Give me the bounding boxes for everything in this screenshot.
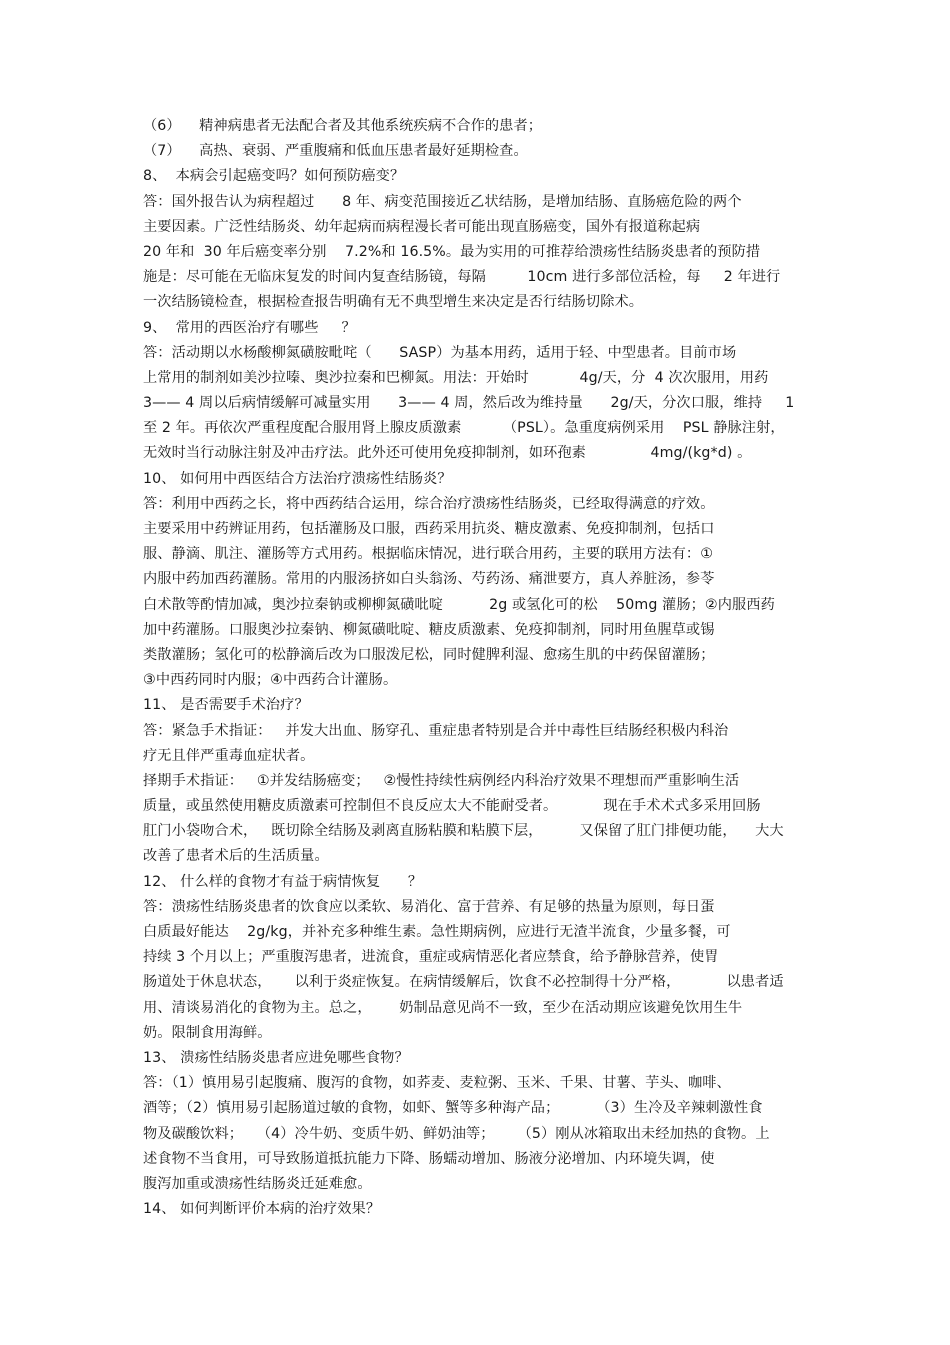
document-body (143, 114, 823, 1222)
list-item: （6） 精神病患者无法配合者及其他系统疾病不合作的患者； (143, 118, 543, 134)
list-item: （7） 高热、衰弱、严重腹痛和低血压患者最好延期检查。 (143, 143, 528, 160)
text-line: 择期手术指证： ①并发结肠癌变； ②慢性持续性病例经内科治疗效果不理想而严重影响生活 (143, 772, 740, 789)
question-heading: 10、 如何用中西医结合方法治疗溃疡性结肠炎？ (143, 470, 452, 487)
question-heading: 9、 常用的西医治疗有哪些 ？ (143, 319, 356, 336)
question-heading: 11、 是否需要手术治疗？ (143, 697, 309, 714)
text-line: 奶。限制食用海鲜。 (143, 1024, 272, 1041)
text-line: 无效时当行动脉注射及冲击疗法。此外还可使用免疫抑制剂，如环孢素 4mg/(kg*d) 。 (143, 445, 752, 462)
question-heading: 8、 本病会引起癌变吗？如何预防癌变？ (143, 168, 405, 185)
text-line: 质量，或虽然使用糖皮质激素可控制但不良反应太大不能耐受者。 现在手术术式多采用回肠 (143, 798, 761, 815)
text-line: 腹泻加重或溃疡性结肠炎迁延难愈。 (143, 1175, 372, 1192)
text-line: 用、清谈易消化的食物为主。总之， 奶制品意见尚不一致，至少在活动期应该避免饮用生牛 (143, 999, 743, 1016)
text-line: 3—— 4 周以后病情缓解可减量实用 3—— 4 周，然后改为维持量 2g/天，分次口服，维持 1 (143, 395, 795, 412)
question-heading: 13、 溃疡性结肠炎患者应进免哪些食物？ (143, 1049, 409, 1066)
question-heading: 12、 什么样的食物才有益于病情恢复 ？ (143, 873, 423, 890)
text-line: 物及碳酸饮料； （4）冷牛奶、变质牛奶、鲜奶油等； （5）刚从冰箱取出未经加热的食物。上 (143, 1125, 770, 1142)
text-line: 白术散等酌情加减，奥沙拉秦钠或柳柳氮磺吡啶 2g 或氢化可的松 50mg 灌肠；②内服西药 (143, 596, 775, 613)
text-line: 疗无且伴严重毒血症状者。 (143, 747, 315, 764)
text-line: 肠道处于休息状态， 以利于炎症恢复。在病情缓解后，饮食不必控制得十分严格， 以患者适 (143, 974, 784, 991)
text-line: 20 年和 30 年后癌变率分别 7.2%和 16.5%。最为实用的可推荐给溃疡性结肠炎患者的预防措 (143, 243, 761, 260)
text-line: 肛门小袋吻合术， 既切除全结肠及剥离直肠粘膜和粘膜下层， 又保留了肛门排便功能， 大大 (143, 823, 784, 840)
text-line: 答：紧急手术指证： 并发大出血、肠穿孔、重症患者特别是合并中毒性巨结肠经积极内科治 (143, 722, 729, 739)
text-line: 答：活动期以水杨酸柳氮磺胺毗咤（ SASP）为基本用药，适用于轻、中型患者。目前市场 (143, 344, 737, 361)
text-line: 主要因素。广泛性结肠炎、幼年起病而病程漫长者可能出现直肠癌变，国外有报道称起病 (143, 218, 701, 235)
text-line: 至 2 年。再依次严重程度配合服用肾上腺皮质激素 （PSL）。急重度病例采用 PSL 静脉注射， (143, 420, 785, 437)
text-line: 答：溃疡性结肠炎患者的饮食应以柔软、易消化、富于营养、有足够的热量为原则，每日蛋 (143, 898, 715, 915)
text-line: 内服中药加西药灌肠。常用的内服汤挤如白头翁汤、芍药汤、痛泄要方，真人养脏汤，参苓 (143, 571, 715, 588)
text-line: 答：（1）慎用易引起腹痛、腹泻的食物，如荞麦、麦粒粥、玉米、千果、甘薯、芋头、咖啡、 (143, 1075, 731, 1092)
text-line: ③中西药同时内服；④中西药合计灌肠。 (143, 672, 398, 689)
text-line: 服、静滴、肌注、灌肠等方式用药。根据临床情况，进行联合用药，主要的联用方法有：① (143, 546, 714, 563)
text-line: 白质最好能达 2g/kg，并补充多种维生素。急性期病例，应进行无渣半流食，少量多餐，可 (143, 924, 731, 940)
text-line: 改善了患者术后的生活质量。 (143, 848, 329, 865)
text-line: 持续 3 个月以上；严重腹泻患者，进流食，重症或病情恶化者应禁食，给予静脉营养，使胃 (143, 949, 719, 966)
text-line: 酒等；（2）慎用易引起肠道过敏的食物，如虾、蟹等多种海产品； （3）生冷及辛辣刺激性食 (143, 1100, 763, 1117)
text-line: 上常用的制剂如美沙拉嗪、奥沙拉秦和巴柳氮。用法：开始时 4g/天，分 4 次次服用，用药 (143, 369, 769, 386)
text-line: 述食物不当食用，可导致肠道抵抗能力下降、肠蠕动增加、肠液分泌增加、内环境失调，使 (143, 1150, 715, 1167)
question-heading: 14、 如何判断评价本病的治疗效果？ (143, 1201, 381, 1218)
text-line: 类散灌肠；氢化可的松静滴后改为口服泼尼松，同时健脾利湿、愈疡生肌的中药保留灌肠； (143, 646, 715, 663)
text-line: 主要采用中药辨证用药，包括灌肠及口服，西药采用抗炎、糖皮激素、免疫抑制剂，包括口 (143, 521, 715, 537)
text-line: 答：利用中西药之长，将中西药结合运用，综合治疗溃疡性结肠炎，已经取得满意的疗效。 (143, 495, 715, 512)
text-line: 加中药灌肠。口服奥沙拉秦钠、柳氮磺吡啶、糖皮质激素、免疫抑制剂，同时用鱼腥草或锡 (143, 621, 715, 638)
text-line: 施是：尽可能在无临床复发的时间内复查结肠镜，每隔 10cm 进行多部位活检，每 2 年进行 (143, 269, 781, 286)
text-line: 一次结肠镜检查，根据检查报告明确有无不典型增生来决定是否行结肠切除术。 (143, 294, 644, 311)
text-line: 答：国外报告认为病程超过 8 年、病变范围接近乙状结肠，是增加结肠、直肠癌危险的两个 (143, 193, 742, 210)
